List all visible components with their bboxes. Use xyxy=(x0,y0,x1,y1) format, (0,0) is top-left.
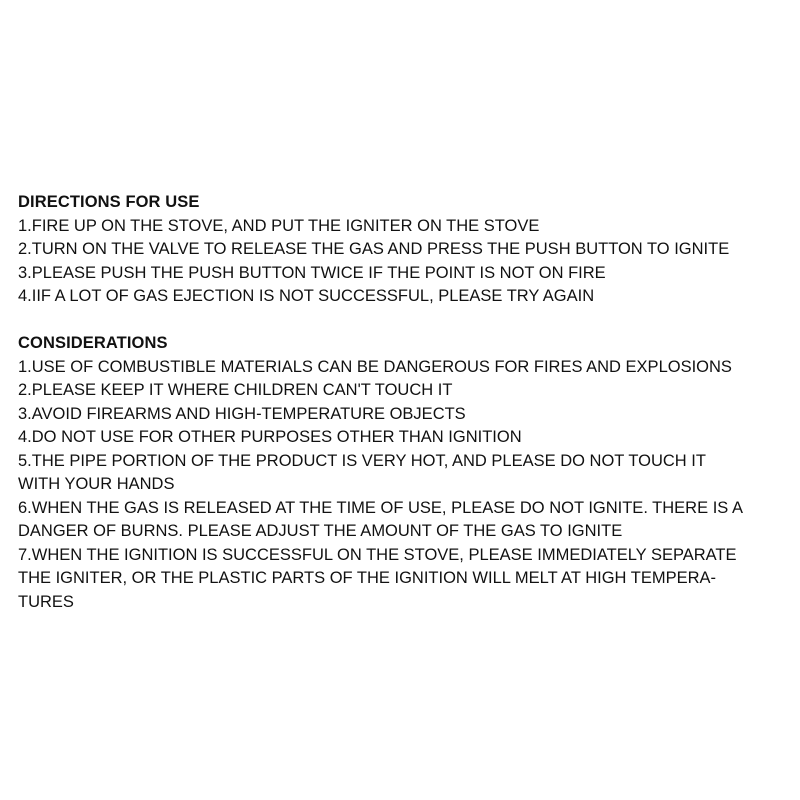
list-item xyxy=(18,215,788,239)
list-item xyxy=(18,379,788,403)
list-item-line: 3.AVOID FIREARMS AND HIGH-TEMPERATURE OBJECTS xyxy=(18,404,466,423)
list-item-line: 7.WHEN THE IGNITION IS SUCCESSFUL ON THE STOVE, PLEASE IMMEDIATELY SEPARATE xyxy=(18,545,737,564)
list-item-line: 4.DO NOT USE FOR OTHER PURPOSES OTHER THAN IGNITION xyxy=(18,428,522,446)
list-item-line: 3.PLEASE PUSH THE PUSH BUTTON TWICE IF THE POINT IS NOT ON FIRE xyxy=(18,263,606,282)
list-item-line: THE IGNITER, OR THE PLASTIC PARTS OF THE IGNITION WILL MELT AT HIGH TEMPERA- xyxy=(18,569,716,587)
list-item xyxy=(18,238,788,262)
list-item-line: TURES xyxy=(18,592,74,611)
directions-heading: DIRECTIONS FOR USE xyxy=(18,193,200,211)
instructions-sheet xyxy=(18,191,788,614)
list-item-line: 6.WHEN THE GAS IS RELEASED AT THE TIME OF USE, PLEASE DO NOT IGNITE. THERE IS A xyxy=(18,498,743,517)
list-item xyxy=(18,497,788,544)
list-item-line: 1.USE OF COMBUSTIBLE MATERIALS CAN BE DANGEROUS FOR FIRES AND EXPLOSIONS xyxy=(18,357,732,376)
list-item xyxy=(18,450,788,497)
list-item-line: 4.IIF A LOT OF GAS EJECTION IS NOT SUCCESSFUL, PLEASE TRY AGAIN xyxy=(18,287,595,305)
list-item-line: WITH YOUR HANDS xyxy=(18,475,175,493)
list-item xyxy=(18,426,788,450)
considerations-section xyxy=(18,332,788,614)
list-item-line: 1.FIRE UP ON THE STOVE, AND PUT THE IGNITER ON THE STOVE xyxy=(18,216,540,235)
directions-list xyxy=(18,215,788,309)
list-item xyxy=(18,356,788,380)
considerations-list xyxy=(18,356,788,615)
list-item-line: 2.PLEASE KEEP IT WHERE CHILDREN CAN'T TOUCH IT xyxy=(18,381,453,399)
considerations-heading: CONSIDERATIONS xyxy=(18,334,168,352)
list-item xyxy=(18,285,788,309)
list-item xyxy=(18,403,788,427)
list-item xyxy=(18,262,788,286)
list-item-line: 2.TURN ON THE VALVE TO RELEASE THE GAS AND PRESS THE PUSH BUTTON TO IGNITE xyxy=(18,240,730,258)
list-item-line: 5.THE PIPE PORTION OF THE PRODUCT IS VERY HOT, AND PLEASE DO NOT TOUCH IT xyxy=(18,451,706,470)
list-item-line: DANGER OF BURNS. PLEASE ADJUST THE AMOUNT OF THE GAS TO IGNITE xyxy=(18,522,623,540)
list-item xyxy=(18,544,788,615)
directions-section xyxy=(18,191,788,309)
